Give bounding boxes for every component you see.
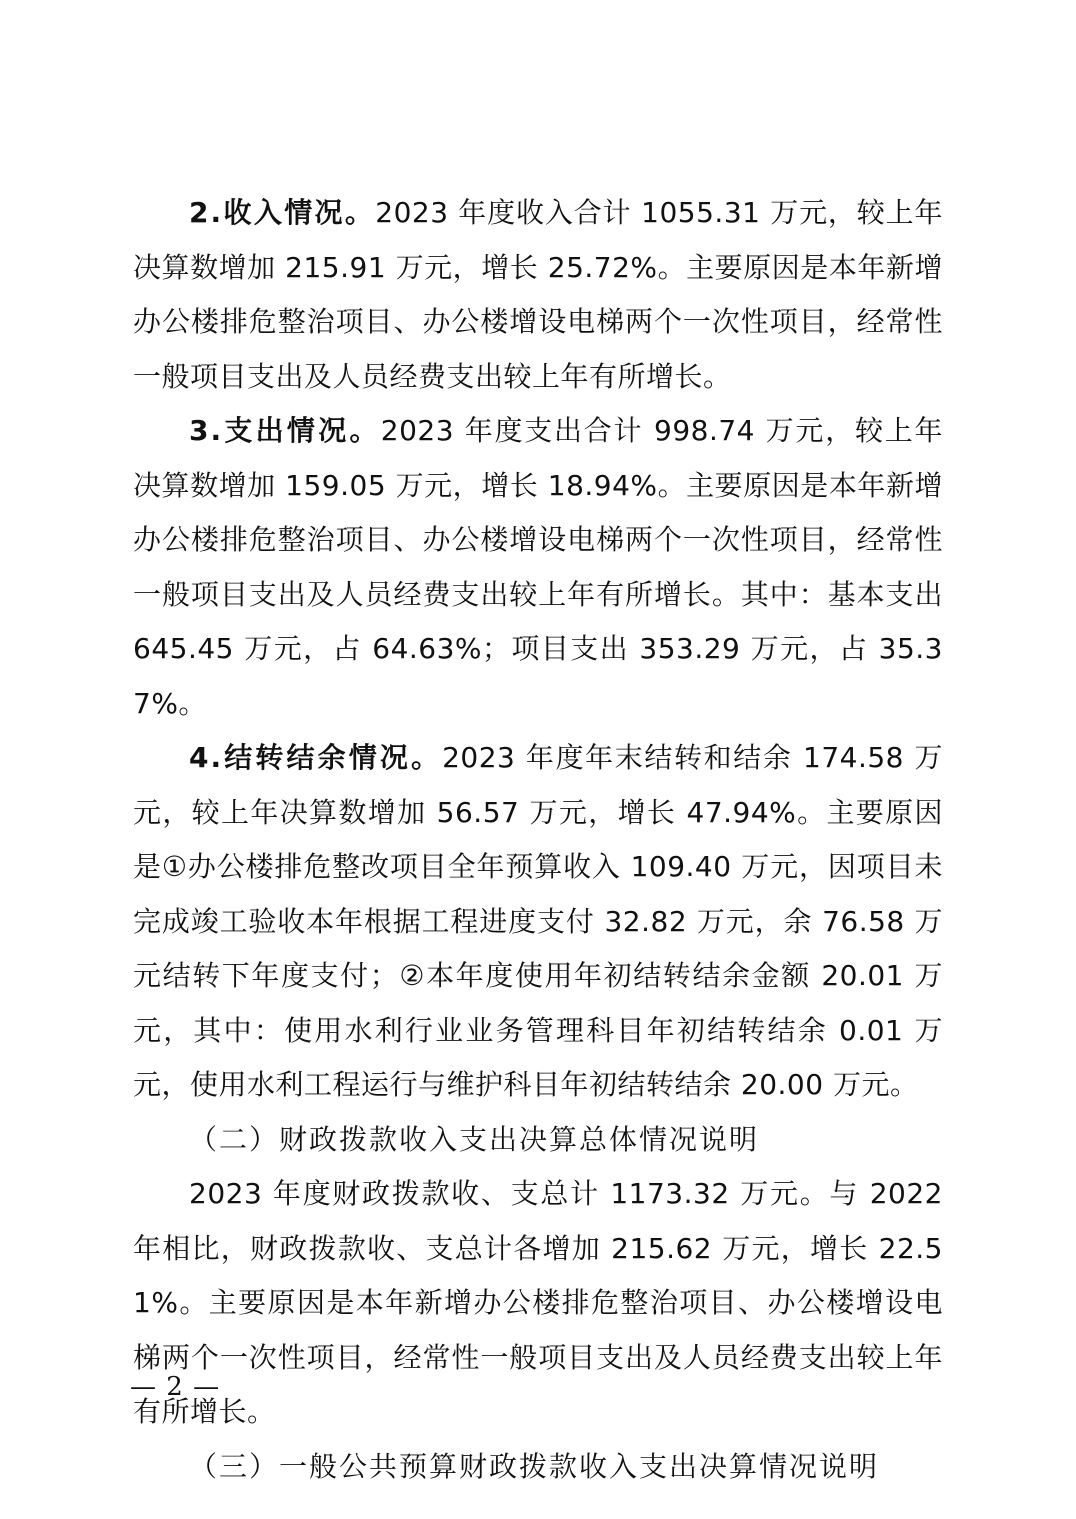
carryover-text: 2023 年度年末结转和结余 174.58 万元，较上年决算数增加 56.57 万元，增长 47.94%。主要原因是①办公楼排危整改项目全年预算收入 109.40 万元，因项目未完成竣工验收本年根据工程进度支付 32.82 万元，余 76.58 万元结转下年度支付；②本年度使用年初结转结余金额 20.01 万元，其中：使用水利行业业务管理科目年初结转结余 0.01 万元，使用水利工程运行与维护科目年初结转结余 20.00 万元。 <box>133 741 944 1101</box>
carryover-lead: 4.结转结余情况。 <box>189 741 443 774</box>
carryover-paragraph <box>133 731 943 1113</box>
income-paragraph <box>133 186 943 404</box>
income-lead: 2.收入情况。 <box>189 196 376 229</box>
expenditure-paragraph <box>133 404 943 731</box>
document-body <box>133 186 943 1494</box>
section-2-heading: （二）财政拨款收入支出决算总体情况说明 <box>189 1122 760 1156</box>
page-number: — 2 — <box>130 1372 221 1402</box>
expenditure-lead: 3.支出情况。 <box>189 414 381 447</box>
income-text: 2023 年度收入合计 1055.31 万元，较上年决算数增加 215.91 万元，增长 25.72%。主要原因是本年新增办公楼排危整治项目、办公楼增设电梯两个一次性项目，经常性一般项目支出及人员经费支出较上年有所增长。 <box>133 196 944 393</box>
section-2-paragraph: 2023 年度财政拨款收、支总计 1173.32 万元。与 2022 年相比，财政拨款收、支总计各增加 215.62 万元，增长 22.51%。主要原因是本年新增办公楼排危整治项目、办公楼增设电梯两个一次性项目，经常性一般项目支出及人员经费支出较上年有所增长。 <box>133 1177 943 1428</box>
section-3-heading: （三）一般公共预算财政拨款收入支出决算情况说明 <box>189 1449 880 1483</box>
expenditure-text: 2023 年度支出合计 998.74 万元，较上年决算数增加 159.05 万元，增长 18.94%。主要原因是本年新增办公楼排危整治项目、办公楼增设电梯两个一次性项目，经常性一般项目支出及人员经费支出较上年有所增长。其中：基本支出 645.45 万元，占 64.63%；项目支出 353.29 万元，占 35.37%。 <box>133 414 944 720</box>
